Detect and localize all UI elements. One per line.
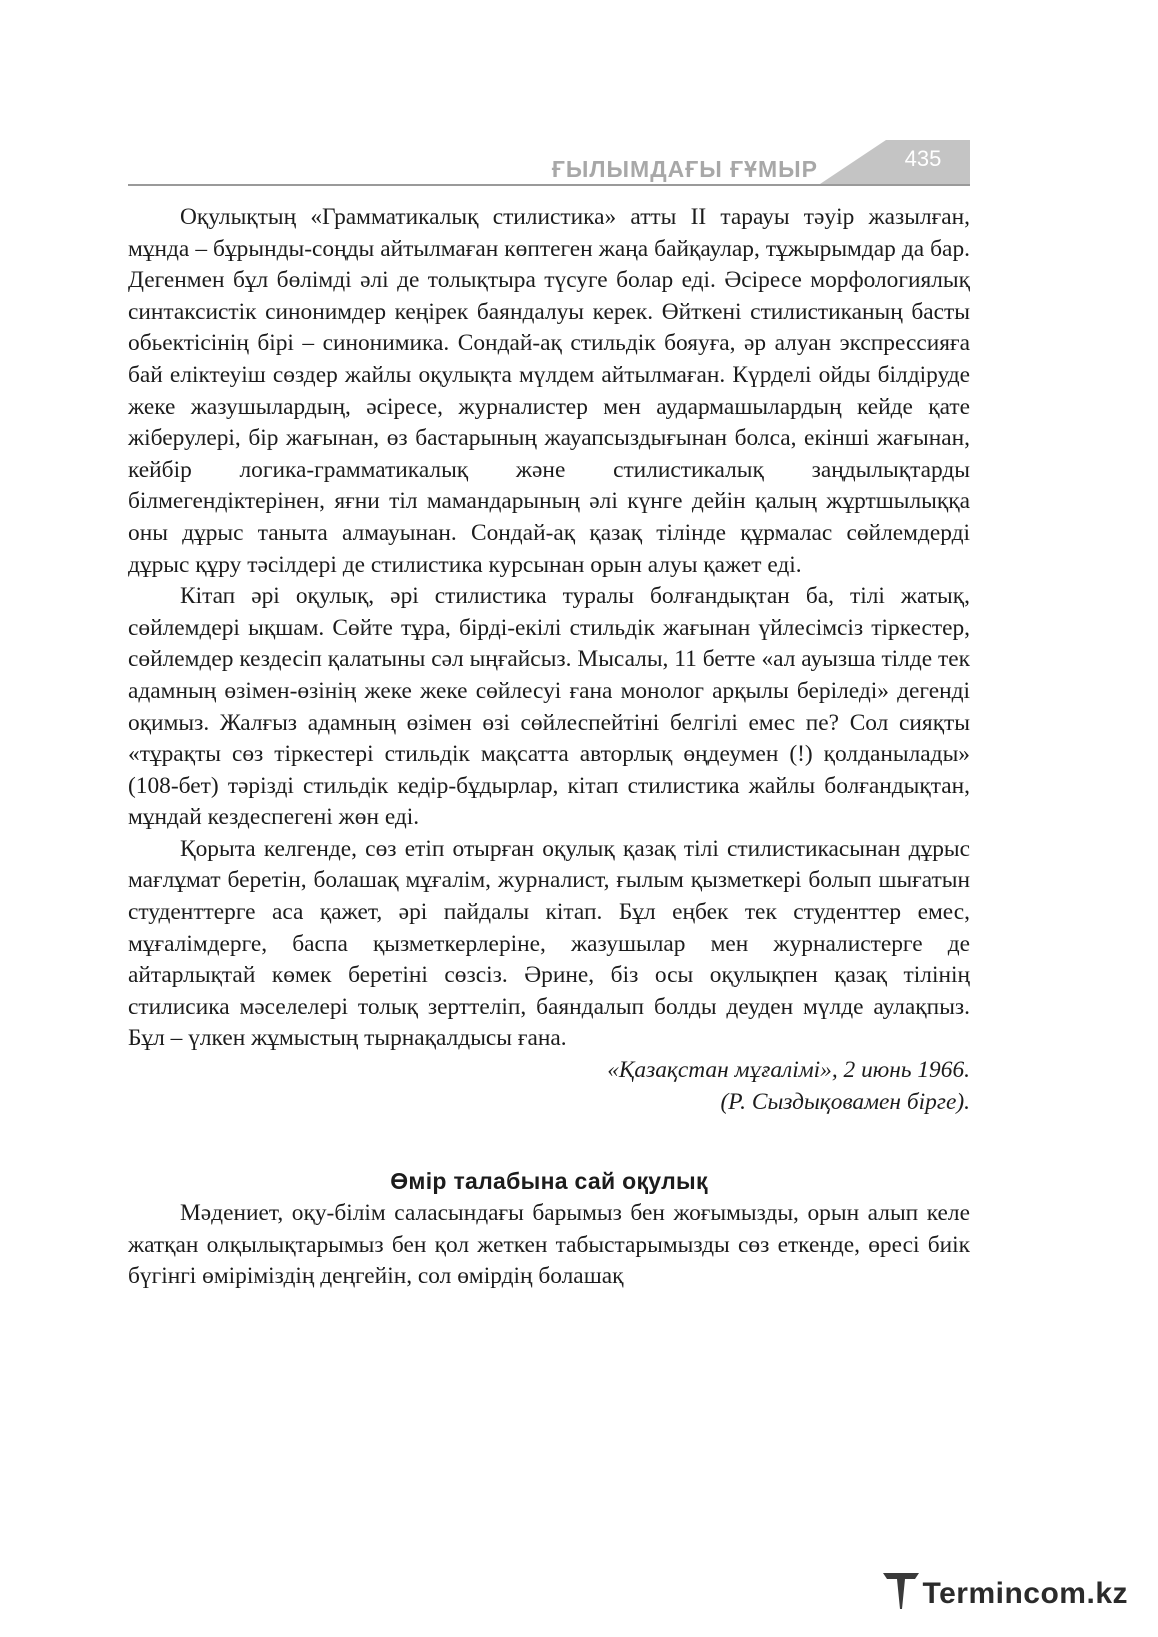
paragraph-2: Кітап әрі оқулық, әрі стилистика туралы болғандықтан ба, тілі жатық, сөйлемдері ықшам. Сөйте тұра, бірді-екілі стильдік жағынан үйлесімсіз тіркестер, сөйлемдер кездесіп қалатыны сәл ыңғайсыз. Мысалы, 11 бетте «ал ауызша тілде тек адамның өзімен-өзінің жеке жеке сөйлесуі ғана монолог арқылы беріледі» дегенді оқимыз. Жалғыз адамның өзімен өзі сөйлеспейтіні белгілі емес пе? Сол сияқты «тұрақты сөз тіркестері стильдік мақсатта авторлық өңдеумен (!) қолданылады» (108-бет) тәрізді стильдік кедір-бұдырлар, кітап стилистика жайлы болғандықтан, мұндай кездеспегені жөн еді. bbox=[128, 583, 970, 831]
running-header-title: ҒЫЛЫМДАҒЫ ҒҰМЫР bbox=[551, 156, 818, 182]
source-citation bbox=[128, 1055, 970, 1118]
source-line-1: «Қазақстан мұғалімі», 2 июнь 1966. bbox=[607, 1057, 970, 1084]
termincom-logo-icon bbox=[881, 1569, 921, 1611]
section-heading: Өмір талабына сай оқулық bbox=[390, 1168, 708, 1195]
page-number: 435 bbox=[904, 146, 942, 171]
source-line-2: (Р. Сыздықовамен бірге). bbox=[720, 1088, 970, 1115]
page-number-tab bbox=[820, 140, 970, 184]
section-paragraph: Мәдениет, оқу-білім саласындағы барымыз бен жоғымызды, орын алып келе жатқан олқылықтарымыз бен қол жеткен табыстарымызды сөз еткенде, өресі биік бүгінгі өміріміздің деңгейін, сол өмірдің болашақ bbox=[128, 1200, 970, 1290]
termincom-watermark bbox=[881, 1567, 1129, 1611]
paragraph-1: Оқулықтың «Грамматикалық стилистика» атты ІІ тарауы тәуір жазылған, мұнда – бұрынды-соңды айтылмаған көптеген жаңа байқаулар, тұжырымдар да бар. Дегенмен бұл бөлімді әлі де толықтыра түсуге болар еді. Әсіресе морфологиялық синтаксистік синонимдер кеңірек баяндалуы керек. Өйткені стилистиканың басты обьектісінің бірі – синонимика. Сондай-ақ стильдік бояуға, әр алуан экспрессияға бай еліктеуіш сөздер жайлы оқулықта мүлдем айтылмаған. Күрделі ойды білдіруде жеке жазушылардың, әсіресе, журналистер мен аудармашылардың кейде қате жіберулері, бір жағынан, өз бастарының жауапсыздығынан болса, екінші жағынан, кейбір логика-грамматикалық және стилистикалық заңдылықтарды білмегендіктерінен, яғни тіл мамандарының әлі күнге дейін қалың жұртшылыққа оны дұрыс таныта алмауынан. Сондай-ақ қазақ тілінде құрмалас сөйлемдерді дұрыс құру тәсілдері де стилистика курсынан орын алуы қажет еді. bbox=[128, 204, 970, 578]
running-header bbox=[128, 140, 970, 190]
watermark-text: Termincom.kz bbox=[922, 1577, 1128, 1610]
header-rule bbox=[128, 184, 970, 186]
paragraph-3: Қорыта келгенде, сөз етіп отырған оқулық қазақ тілі стилистикасынан дұрыс мағлұмат беретін, болашақ мұғалім, журналист, ғылым қызметкері болып шығатын студенттерге аса қажет, әрі пайдалы кітап. Бұл еңбек тек студенттер емес, мұғалімдерге, баспа қызметкерлеріне, жазушылар мен журналистерге де айтарлықтай көмек беретіні сөзсіз. Әрине, біз осы оқулықпен қазақ тілінің стилисика мәселелері толық зерттеліп, баяндалып болды деуден мүлде аулақпыз. Бұл – үлкен жұмыстың тырнақалдысы ғана. bbox=[128, 835, 970, 1052]
main-text bbox=[128, 202, 970, 1293]
